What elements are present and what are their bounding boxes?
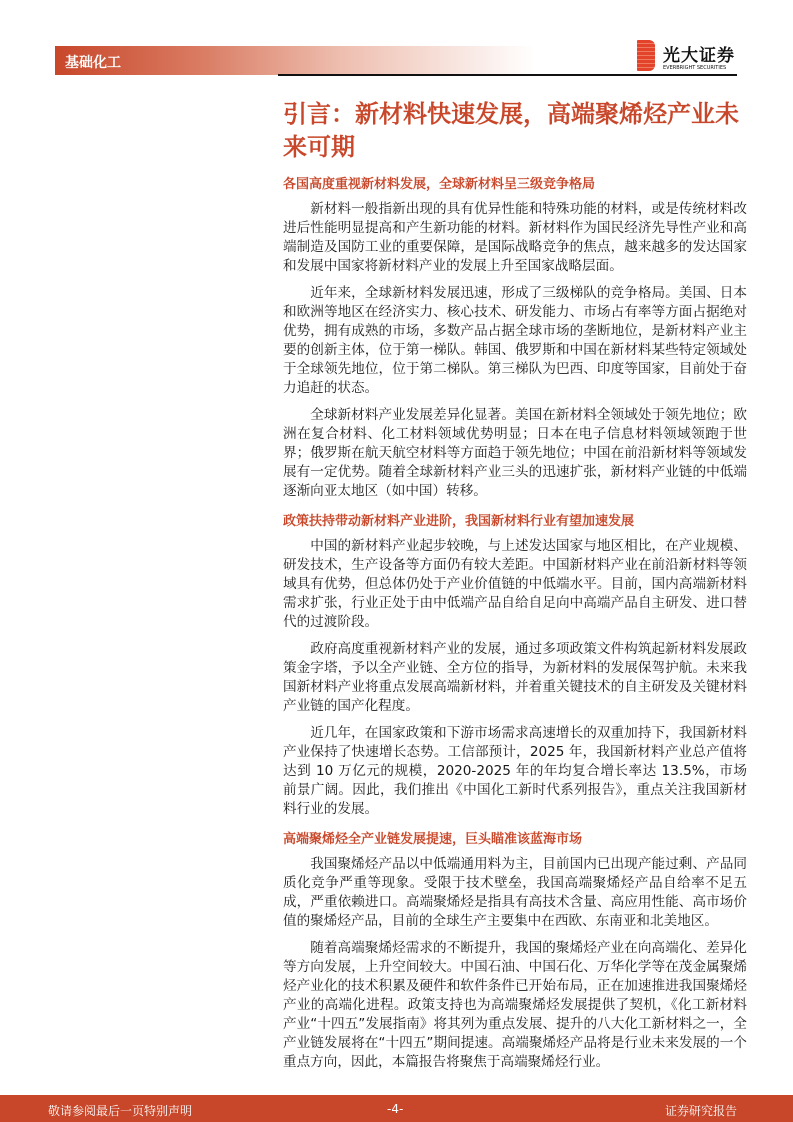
section-heading: 政策扶持带动新材料产业进阶，我国新材料行业有望加速发展	[283, 514, 635, 529]
header-divider	[278, 74, 737, 76]
main-content	[283, 98, 747, 1080]
logo-cn-text: 光大证券	[663, 46, 735, 66]
logo-en-text: EVERBRIGHT SECURITIES	[663, 65, 727, 71]
paragraph: 中国的新材料产业起步较晚，与上述发达国家与地区相比，在产业规模、研发技术，生产设备等方面仍有较大差距。中国新材料产业在前沿新材料等领域具有优势，但总体仍处于产业价值链的中低端水平。目前，国内高端新材料需求扩张，行业正处于由中低端产品自给自足向中高端产品自主研发、进口替代的过渡阶段。	[283, 538, 747, 630]
logo-mark-icon	[637, 40, 655, 71]
page-title: 引言：新材料快速发展，高端聚烯烃产业未来可期	[283, 100, 739, 161]
paragraph: 近年来，全球新材料发展迅速，形成了三级梯队的竞争格局。美国、日本和欧洲等地区在经济实力、核心技术、研发能力、市场占有率等方面占据绝对优势，拥有成熟的市场，多数产品占据全球市场的垄断地位，是新材料产业主要的创新主体，位于第一梯队。韩国、俄罗斯和中国在新材料某些特定领域处于全球领先地位，位于第二梯队。第三梯队为巴西、印度等国家，目前处于奋力追赶的状态。	[283, 285, 747, 396]
section-label: 基础化工	[65, 55, 121, 71]
paragraph: 近几年，在国家政策和下游市场需求高速增长的双重加持下，我国新材料产业保持了快速增长态势。工信部预计，2025 年，我国新材料产业总产值将达到 10 万亿元的规模，2020-2025 年的年均复合增长率达 13.5%，市场前景广阔。因此，我们推出《中国化工新时代系列报告》，重点关注我国新材料行业的发展。	[283, 725, 747, 817]
page-number: -4-	[387, 1102, 404, 1116]
footer-disclaimer: 敬请参阅最后一页特别声明	[48, 1104, 193, 1118]
section-heading: 高端聚烯烃全产业链发展提速，巨头瞄准该蓝海市场	[283, 832, 583, 847]
footer-report-type: 证券研究报告	[665, 1104, 738, 1118]
company-logo	[637, 40, 737, 74]
paragraph: 政府高度重视新材料产业的发展，通过多项政策文件构筑起新材料发展政策金字塔，予以全产业链、全方位的指导，为新材料的发展保驾护航。未来我国新材料产业将重点发展高端新材料，并着重关键技术的自主研发及关键材料产业链的国产化程度。	[283, 641, 747, 714]
paragraph: 我国聚烯烃产品以中低端通用料为主，目前国内已出现产能过剩、产品同质化竞争严重等现象。受限于技术壁垒，我国高端聚烯烃产品自给率不足五成，严重依赖进口。高端聚烯烃是指具有高技术含量、高应用性能、高市场价值的聚烯烃产品，目前的全球生产主要集中在西欧、东南亚和北美地区。	[283, 856, 747, 929]
section-band	[55, 46, 535, 75]
section-heading: 各国高度重视新材料发展，全球新材料呈三级竞争格局	[283, 177, 596, 192]
footer-bar	[0, 1095, 793, 1122]
paragraph: 随着高端聚烯烃需求的不断提升，我国的聚烯烃产业在向高端化、差异化等方向发展，上升空间较大。中国石油、中国石化、万华化学等在茂金属聚烯烃产业化的技术积累及硬件和软件条件已开始布局，正在加速推进我国聚烯烃产业的高端化进程。政策支持也为高端聚烯烃发展提供了契机，《化工新材料产业“十四五”发展指南》将其列为重点发展、提升的八大化工新材料之一，全产业链发展将在“十四五”期间提速。高端聚烯烃产品将是行业未来发展的一个重点方向，因此，本篇报告将聚焦于高端聚烯烃行业。	[283, 940, 747, 1070]
paragraph: 全球新材料产业发展差异化显著。美国在新材料全领域处于领先地位；欧洲在复合材料、化工材料领域优势明显；日本在电子信息材料领域领跑于世界；俄罗斯在航天航空材料等方面趋于领先地位；中国在前沿新材料等领域发展有一定优势。随着全球新材料产业三头的迅速扩张，新材料产业链的中低端逐渐向亚太地区（如中国）转移。	[283, 407, 747, 499]
paragraph: 新材料一般指新出现的具有优异性能和特殊功能的材料，或是传统材料改进后性能明显提高和产生新功能的材料。新材料作为国民经济先导性产业和高端制造及国防工业的重要保障，是国际战略竞争的焦点，越来越多的发达国家和发展中国家将新材料产业的发展上升至国家战略层面。	[283, 201, 747, 274]
